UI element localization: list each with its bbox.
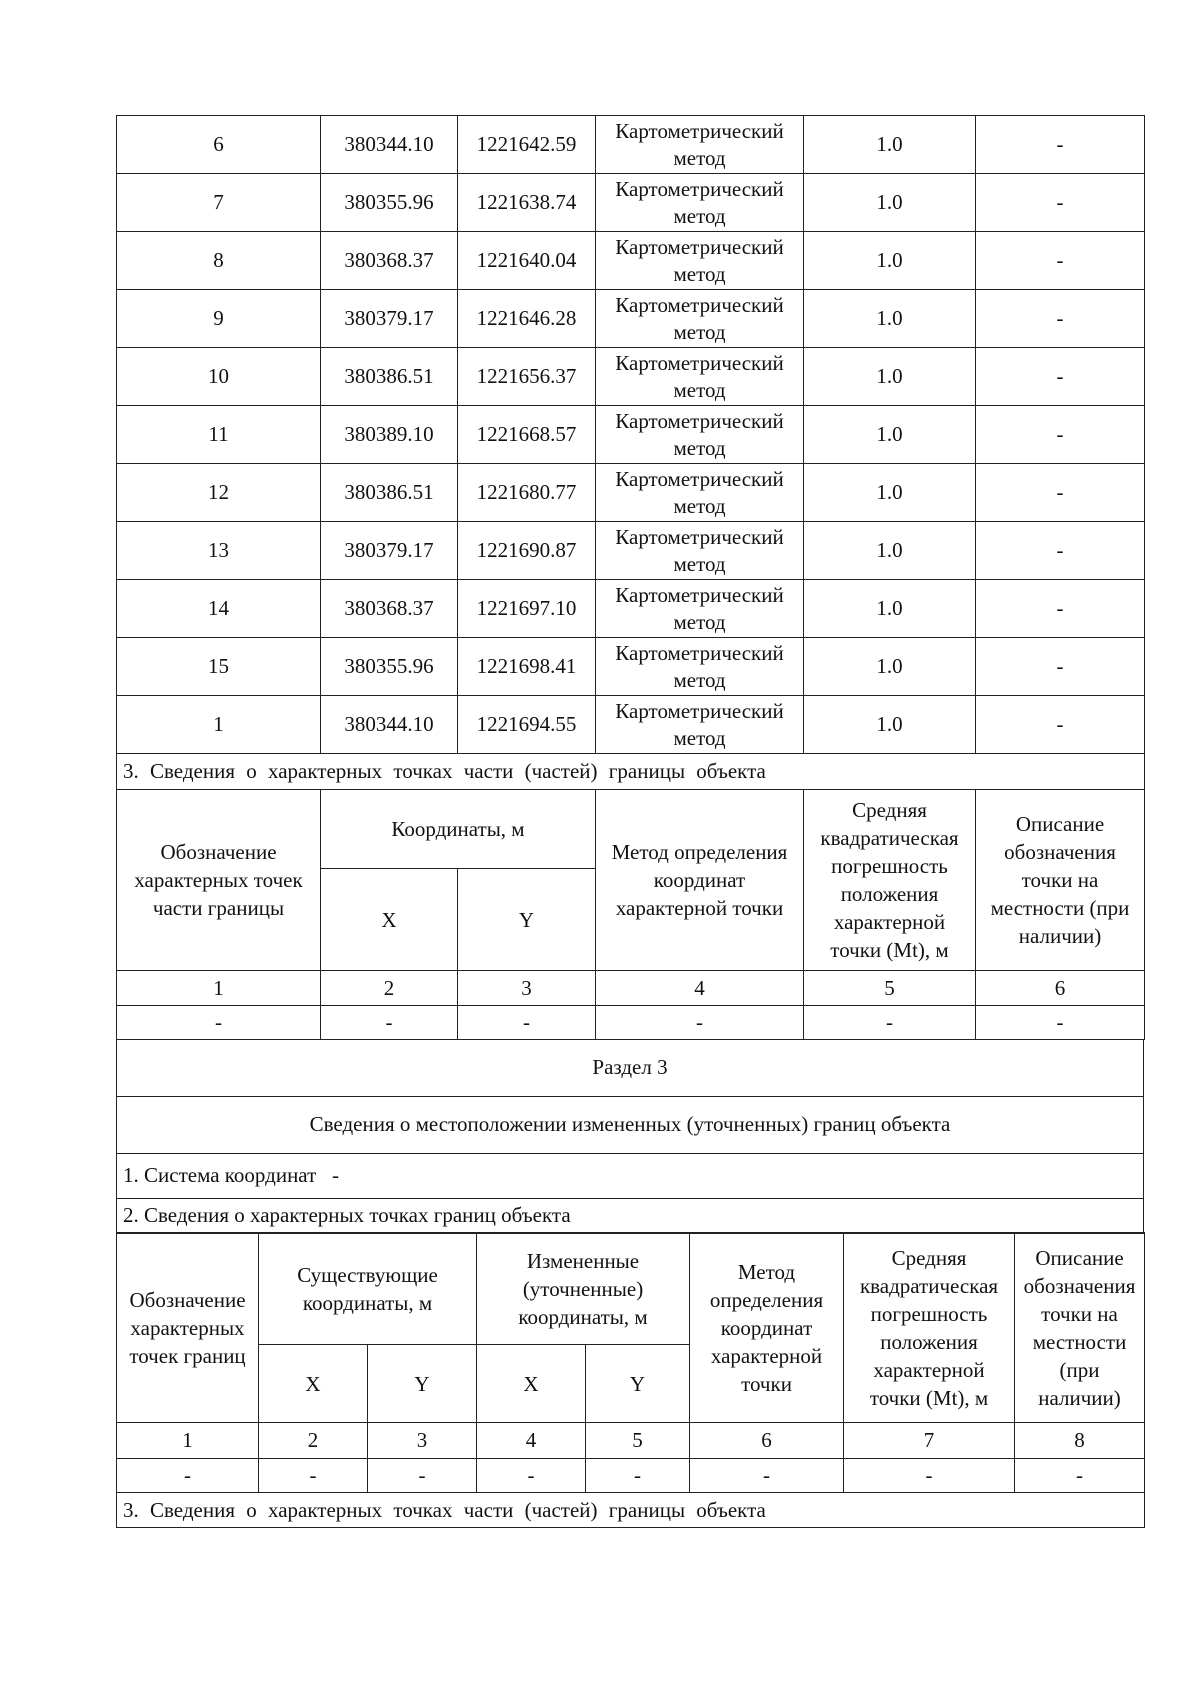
point-mt-cell: 1.0 xyxy=(804,348,976,406)
point-method-cell: Картометрический метод xyxy=(596,290,804,348)
point-desc-cell: - xyxy=(976,348,1145,406)
changed-empty-row xyxy=(117,1459,1145,1493)
changed-header-desc: Описание обозначения точки на местности (при наличии) xyxy=(1015,1233,1145,1423)
changed-header-changed: Измененные (уточненные) координаты, м xyxy=(477,1233,690,1345)
points-heading: 2. Сведения о характерных точках границ объекта xyxy=(117,1198,1144,1233)
point-method-cell: Картометрический метод xyxy=(596,638,804,696)
point-method-cell: Картометрический метод xyxy=(596,406,804,464)
changed-empty-cell: - xyxy=(259,1459,368,1493)
parts-header-point: Обозначение характерных точек части границы xyxy=(117,790,321,971)
point-y-cell: 1221680.77 xyxy=(458,464,596,522)
changed-header-changed-y: Y xyxy=(586,1345,690,1423)
changed-number-cell: 3 xyxy=(368,1423,477,1459)
parts-heading: 3. Сведения о характерных точках части (частей) границы объекта xyxy=(117,754,1145,790)
table-row xyxy=(117,696,1145,754)
point-point-cell: 14 xyxy=(117,580,321,638)
table-row xyxy=(117,348,1145,406)
parts-heading-row xyxy=(117,754,1145,790)
changed-number-cell: 5 xyxy=(586,1423,690,1459)
point-point-cell: 11 xyxy=(117,406,321,464)
point-method-cell: Картометрический метод xyxy=(596,232,804,290)
point-mt-cell: 1.0 xyxy=(804,638,976,696)
changed-numbers-row xyxy=(117,1423,1145,1459)
point-x-cell: 380368.37 xyxy=(321,232,458,290)
parts-header-row-1 xyxy=(117,790,1145,869)
point-desc-cell: - xyxy=(976,406,1145,464)
point-mt-cell: 1.0 xyxy=(804,522,976,580)
point-x-cell: 380379.17 xyxy=(321,522,458,580)
point-desc-cell: - xyxy=(976,638,1145,696)
point-y-cell: 1221698.41 xyxy=(458,638,596,696)
parts-header-method: Метод определения координат характерной точки xyxy=(596,790,804,971)
point-point-cell: 9 xyxy=(117,290,321,348)
point-mt-cell: 1.0 xyxy=(804,290,976,348)
parts-empty-row xyxy=(117,1006,1145,1040)
point-mt-cell: 1.0 xyxy=(804,174,976,232)
coord-system-row xyxy=(117,1153,1144,1198)
changed-header-row-1 xyxy=(117,1233,1145,1345)
point-method-cell: Картометрический метод xyxy=(596,580,804,638)
point-method-cell: Картометрический метод xyxy=(596,116,804,174)
point-desc-cell: - xyxy=(976,174,1145,232)
point-method-cell: Картометрический метод xyxy=(596,174,804,232)
point-x-cell: 380389.10 xyxy=(321,406,458,464)
changed-header-changed-x: X xyxy=(477,1345,586,1423)
points-heading-row xyxy=(117,1198,1144,1233)
changed-number-cell: 1 xyxy=(117,1423,259,1459)
parts-header-y: Y xyxy=(458,869,596,971)
point-x-cell: 380344.10 xyxy=(321,116,458,174)
point-desc-cell: - xyxy=(976,232,1145,290)
point-desc-cell: - xyxy=(976,464,1145,522)
section3-subtitle-row xyxy=(117,1096,1144,1153)
point-point-cell: 1 xyxy=(117,696,321,754)
parts-empty-cell: - xyxy=(458,1006,596,1040)
changed-empty-cell: - xyxy=(586,1459,690,1493)
changed-empty-cell: - xyxy=(368,1459,477,1493)
changed-header-mt: Средняя квадратическая погрешность положения характерной точки (Mt), м xyxy=(844,1233,1015,1423)
point-x-cell: 380386.51 xyxy=(321,464,458,522)
table-row xyxy=(117,406,1145,464)
table-row xyxy=(117,580,1145,638)
point-desc-cell: - xyxy=(976,696,1145,754)
changed-empty-cell: - xyxy=(844,1459,1015,1493)
point-point-cell: 10 xyxy=(117,348,321,406)
point-y-cell: 1221668.57 xyxy=(458,406,596,464)
table-row xyxy=(117,522,1145,580)
point-y-cell: 1221646.28 xyxy=(458,290,596,348)
point-point-cell: 7 xyxy=(117,174,321,232)
parts-empty-cell: - xyxy=(976,1006,1145,1040)
changed-parts-heading: 3. Сведения о характерных точках части (частей) границы объекта xyxy=(117,1493,1145,1528)
parts-header-coords: Координаты, м xyxy=(321,790,596,869)
parts-number-cell: 6 xyxy=(976,971,1145,1006)
table-row xyxy=(117,174,1145,232)
table-row xyxy=(117,116,1145,174)
section3-title: Раздел 3 xyxy=(117,1039,1144,1096)
point-mt-cell: 1.0 xyxy=(804,696,976,754)
section3-subtitle: Сведения о местоположении измененных (уточненных) границ объекта xyxy=(117,1096,1144,1153)
point-x-cell: 380355.96 xyxy=(321,174,458,232)
point-mt-cell: 1.0 xyxy=(804,232,976,290)
parts-number-cell: 5 xyxy=(804,971,976,1006)
changed-number-cell: 6 xyxy=(690,1423,844,1459)
point-y-cell: 1221640.04 xyxy=(458,232,596,290)
changed-number-cell: 7 xyxy=(844,1423,1015,1459)
point-y-cell: 1221690.87 xyxy=(458,522,596,580)
point-x-cell: 380386.51 xyxy=(321,348,458,406)
changed-boundaries-table xyxy=(116,1232,1145,1528)
points-table xyxy=(116,115,1145,1040)
changed-header-existing-y: Y xyxy=(368,1345,477,1423)
point-y-cell: 1221697.10 xyxy=(458,580,596,638)
section3-titles xyxy=(116,1039,1144,1234)
table-row xyxy=(117,638,1145,696)
point-y-cell: 1221694.55 xyxy=(458,696,596,754)
parts-number-cell: 1 xyxy=(117,971,321,1006)
point-x-cell: 380344.10 xyxy=(321,696,458,754)
point-point-cell: 6 xyxy=(117,116,321,174)
point-mt-cell: 1.0 xyxy=(804,406,976,464)
point-y-cell: 1221642.59 xyxy=(458,116,596,174)
point-point-cell: 8 xyxy=(117,232,321,290)
parts-number-cell: 3 xyxy=(458,971,596,1006)
point-x-cell: 380368.37 xyxy=(321,580,458,638)
point-method-cell: Картометрический метод xyxy=(596,464,804,522)
point-method-cell: Картометрический метод xyxy=(596,522,804,580)
point-y-cell: 1221638.74 xyxy=(458,174,596,232)
parts-number-cell: 2 xyxy=(321,971,458,1006)
changed-number-cell: 2 xyxy=(259,1423,368,1459)
parts-numbers-row xyxy=(117,971,1145,1006)
point-desc-cell: - xyxy=(976,580,1145,638)
point-desc-cell: - xyxy=(976,290,1145,348)
point-x-cell: 380355.96 xyxy=(321,638,458,696)
parts-header-mt: Средняя квадратическая погрешность положения характерной точки (Mt), м xyxy=(804,790,976,971)
points-table-body xyxy=(117,116,1145,754)
changed-header-method: Метод определения координат характерной точки xyxy=(690,1233,844,1423)
point-mt-cell: 1.0 xyxy=(804,580,976,638)
point-point-cell: 15 xyxy=(117,638,321,696)
point-method-cell: Картометрический метод xyxy=(596,348,804,406)
parts-empty-cell: - xyxy=(117,1006,321,1040)
point-mt-cell: 1.0 xyxy=(804,464,976,522)
changed-header-existing-x: X xyxy=(259,1345,368,1423)
parts-empty-cell: - xyxy=(321,1006,458,1040)
table-row xyxy=(117,290,1145,348)
changed-empty-cell: - xyxy=(1015,1459,1145,1493)
changed-empty-cell: - xyxy=(690,1459,844,1493)
parts-empty-cell: - xyxy=(804,1006,976,1040)
table-row xyxy=(117,232,1145,290)
point-x-cell: 380379.17 xyxy=(321,290,458,348)
changed-empty-cell: - xyxy=(477,1459,586,1493)
parts-header-desc: Описание обозначения точки на местности (при наличии) xyxy=(976,790,1145,971)
point-y-cell: 1221656.37 xyxy=(458,348,596,406)
table-row xyxy=(117,464,1145,522)
point-desc-cell: - xyxy=(976,116,1145,174)
coord-system: 1. Система координат - xyxy=(117,1153,1144,1198)
changed-number-cell: 8 xyxy=(1015,1423,1145,1459)
parts-section xyxy=(117,754,1145,1040)
parts-empty-cell: - xyxy=(596,1006,804,1040)
section3-title-row xyxy=(117,1039,1144,1096)
changed-parts-heading-row xyxy=(117,1493,1145,1528)
changed-number-cell: 4 xyxy=(477,1423,586,1459)
point-method-cell: Картометрический метод xyxy=(596,696,804,754)
document-page xyxy=(116,115,1144,1528)
parts-header-x: X xyxy=(321,869,458,971)
changed-header-existing: Существующие координаты, м xyxy=(259,1233,477,1345)
changed-header-point: Обозначение характерных точек границ xyxy=(117,1233,259,1423)
point-point-cell: 13 xyxy=(117,522,321,580)
parts-number-cell: 4 xyxy=(596,971,804,1006)
changed-empty-cell: - xyxy=(117,1459,259,1493)
point-mt-cell: 1.0 xyxy=(804,116,976,174)
point-desc-cell: - xyxy=(976,522,1145,580)
point-point-cell: 12 xyxy=(117,464,321,522)
